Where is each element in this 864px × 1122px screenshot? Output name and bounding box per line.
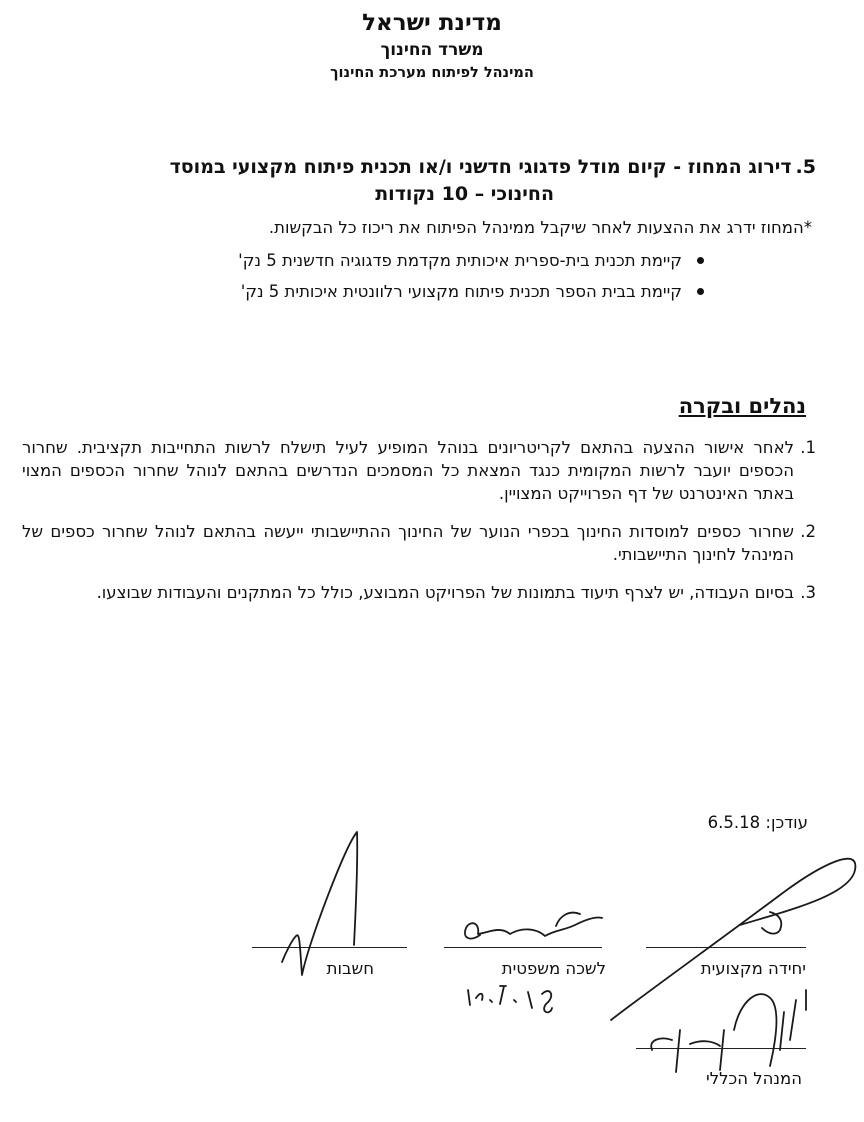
bullet-dot-icon	[697, 257, 704, 264]
procedure-text: שחרור כספים למוסדות החינוך בכפרי הנוער של החינוך ההתיישבותי ייעשה בהתאם לנוהל שחרור כספים של המינהל לחינוך התיישבותי.	[22, 522, 794, 564]
handwritten-date-stroke	[468, 986, 552, 1012]
signature-line-director-general	[636, 1048, 806, 1049]
procedure-item	[22, 436, 816, 505]
procedure-number: 1.	[800, 438, 816, 457]
section-5-bullets	[28, 245, 816, 307]
signature-legal-stroke	[465, 917, 602, 938]
procedure-number: 3.	[800, 583, 816, 602]
bullet-text: קיימת תכנית בית-ספרית איכותית מקדמת פדגוגיה חדשנית 5 נק'	[238, 251, 682, 270]
letterhead-ministry: משרד החינוך	[380, 40, 484, 60]
procedure-item	[22, 520, 816, 566]
signature-professional-stroke	[762, 912, 781, 934]
signature-legal-stroke	[556, 913, 580, 926]
signature-line-legal-office	[444, 947, 602, 948]
section-5-number: 5.	[795, 156, 816, 178]
updated-date: עודכן: 6.5.18	[707, 813, 808, 832]
signature-line-professional-unit	[646, 947, 806, 948]
signature-line-accounting	[252, 947, 407, 948]
section-5	[28, 154, 816, 307]
section-5-title	[28, 154, 816, 181]
signature-professional-stroke	[611, 859, 855, 1020]
letterhead	[0, 8, 864, 84]
procedure-text: בסיום העבודה, יש לצרף תיעוד בתמונות של הפרויקט המבוצע, כולל כל המתקנים והעבודות שבוצעו.	[96, 583, 794, 602]
letterhead-state: מדינת ישראל	[362, 10, 502, 36]
signature-label-legal-office: לשכה משפטית	[501, 959, 606, 978]
signature-director-stroke	[651, 990, 806, 1072]
procedures-title: נהלים ובקרה	[678, 394, 806, 418]
section-5-note: *המחוז ידרג את ההצעות לאחר שיקבל ממינהל הפיתוח את ריכוז כל הבקשות.	[268, 218, 812, 237]
letterhead-administration: המינהל לפיתוח מערכת החינוך	[330, 65, 534, 81]
section-5-title-line1: דירוג המחוז - קיום מודל פדגוגי חדשני ו/או תכנית פיתוח מקצועי במוסד	[169, 156, 792, 178]
bullet-item	[28, 245, 704, 276]
procedure-text: לאחר אישור ההצעה בהתאם לקריטריונים בנוהל המופיע לעיל תישלח לרשות התחייבות תקציבית. שחרור הכספים יועבר לרשות המקומית כנגד המצאת כל המסמכים הנדרשים בהתאם לנוהל שחרור הכספים המצוי באתר האינטרנט של דף הפרוייקט המצויין.	[22, 438, 794, 503]
procedures-list	[22, 436, 816, 619]
bullet-dot-icon	[697, 288, 704, 295]
procedure-number: 2.	[800, 522, 816, 541]
signature-accounting-stroke	[282, 832, 357, 975]
section-5-title-line2: החינוכי – 10 נקודות	[375, 183, 554, 205]
procedure-item	[22, 581, 816, 604]
signature-label-director-general: המנהל הכללי	[706, 1069, 802, 1088]
signature-label-professional-unit: יחידה מקצועית	[700, 959, 806, 978]
bullet-text: קיימת בבית הספר תכנית פיתוח מקצועי רלוונטית איכותית 5 נק'	[240, 282, 682, 301]
signature-label-accounting: חשבות	[326, 959, 374, 978]
bullet-item	[28, 276, 704, 307]
